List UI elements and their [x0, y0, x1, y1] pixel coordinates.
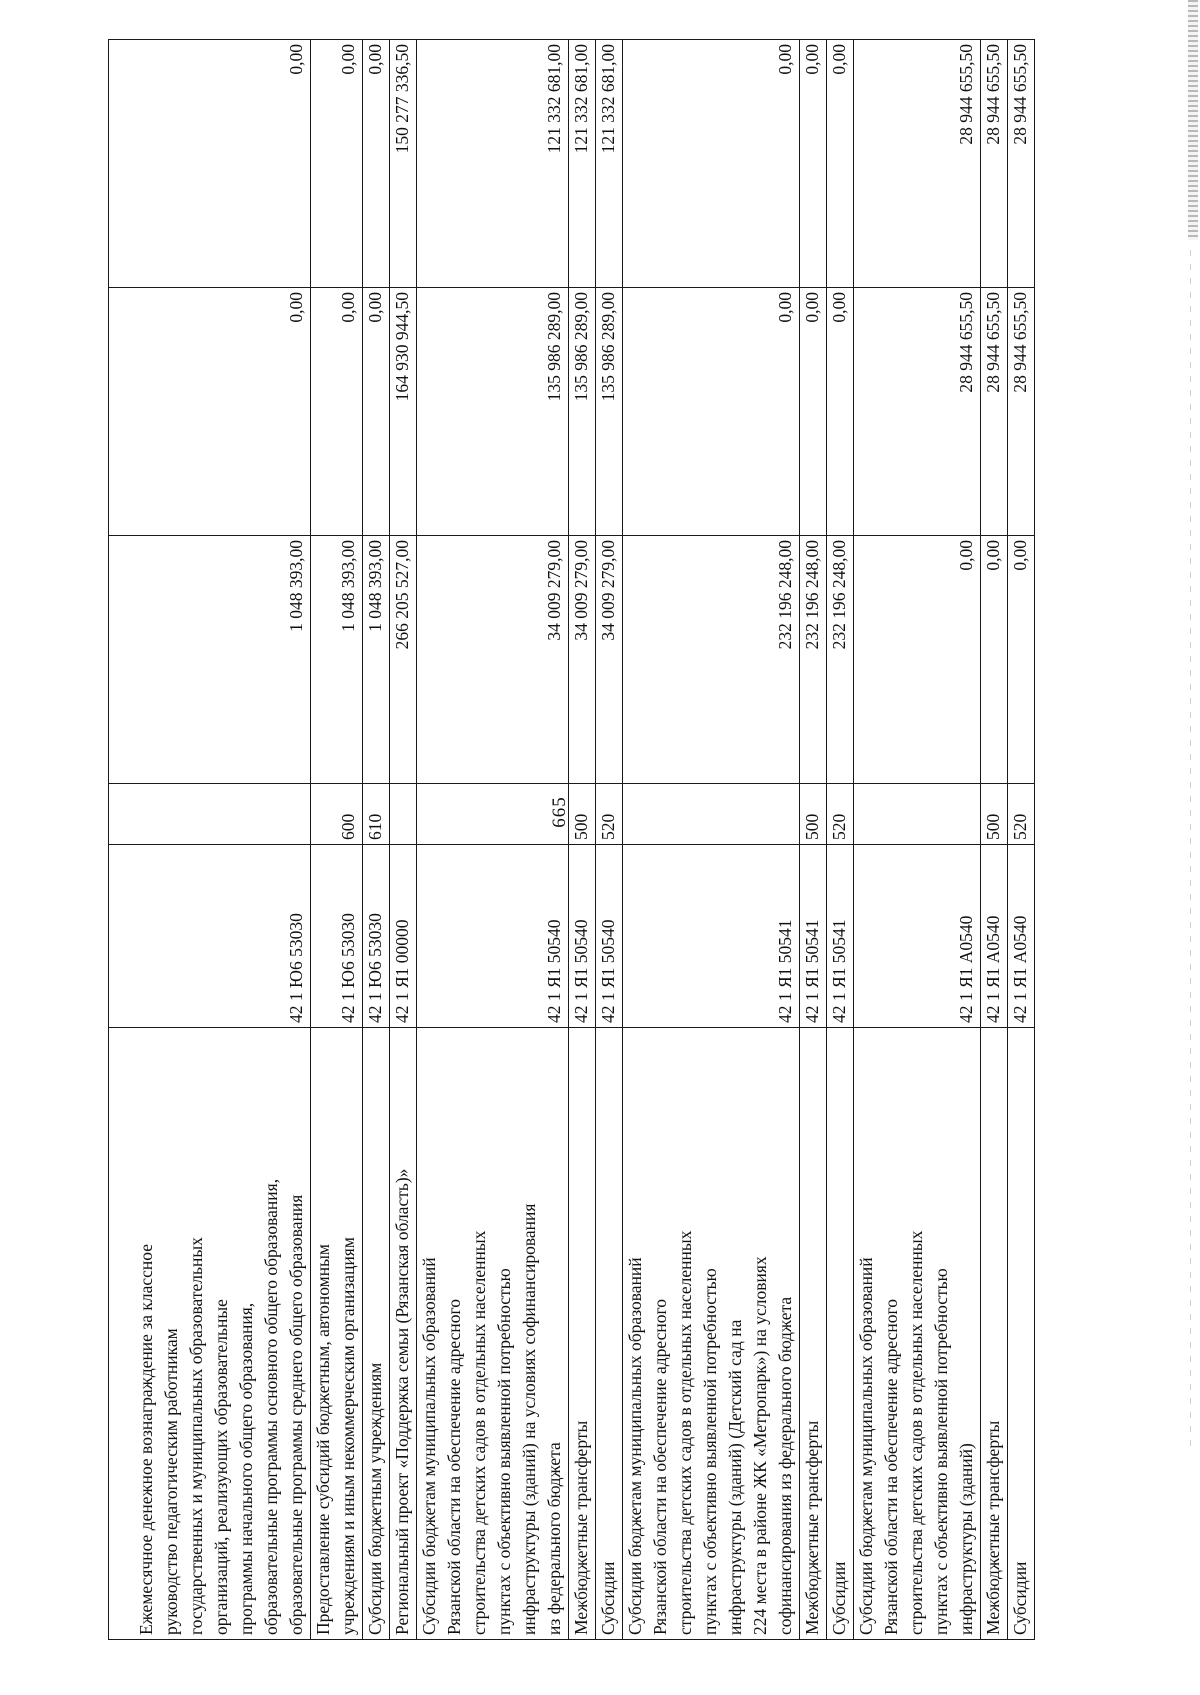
amount-year-3: 0,00 — [109, 40, 311, 288]
amount-year-3: 121 332 681,00 — [569, 40, 596, 288]
amount-year-1: 266 205 527,00 — [390, 536, 417, 784]
target-article-code: 42 1 Ю6 53030 — [109, 845, 311, 1028]
expense-type-code — [854, 784, 981, 845]
rotated-table-container — [108, 40, 1178, 1640]
amount-year-3: 150 277 336,50 — [390, 40, 417, 288]
amount-year-1: 0,00 — [1008, 536, 1035, 784]
amount-year-3: 28 944 655,50 — [854, 40, 981, 288]
target-article-code: 42 1 Ю6 53030 — [311, 845, 363, 1028]
amount-year-1: 1 048 393,00 — [363, 536, 390, 784]
amount-year-1: 34 009 279,00 — [417, 536, 569, 784]
table-row — [827, 40, 854, 1640]
table-row — [363, 40, 390, 1640]
table-row — [1008, 40, 1035, 1640]
target-article-code: 42 1 Я1 50541 — [827, 845, 854, 1028]
table-row — [596, 40, 623, 1640]
page-number: 665 — [549, 796, 570, 828]
target-article-code: 42 1 Я1 50540 — [596, 845, 623, 1028]
target-article-code: 42 1 Я1 А0540 — [981, 845, 1008, 1028]
scan-edge-artifact — [1188, 0, 1198, 240]
row-name: Межбюджетные трансферты — [800, 1028, 827, 1640]
amount-year-2: 0,00 — [363, 288, 390, 536]
table-row — [417, 40, 569, 1640]
row-name: Субсидии бюджетам муниципальных образований Рязанской области на обеспечение адресного строительства детских садов в отдельных населенных пунктах с объективно выявленной потребностью инфраструктуры (зданий) — [854, 1028, 981, 1640]
amount-year-2: 0,00 — [827, 288, 854, 536]
amount-year-2: 135 986 289,00 — [417, 288, 569, 536]
amount-year-3: 28 944 655,50 — [981, 40, 1008, 288]
amount-year-1: 0,00 — [854, 536, 981, 784]
table-row — [981, 40, 1008, 1640]
expense-type-code: 520 — [1008, 784, 1035, 845]
table-row — [623, 40, 800, 1640]
target-article-code: 42 1 Ю6 53030 — [363, 845, 390, 1028]
amount-year-3: 121 332 681,00 — [596, 40, 623, 288]
amount-year-1: 1 048 393,00 — [311, 536, 363, 784]
amount-year-1: 34 009 279,00 — [596, 536, 623, 784]
amount-year-1: 232 196 248,00 — [623, 536, 800, 784]
amount-year-1: 34 009 279,00 — [569, 536, 596, 784]
amount-year-1: 232 196 248,00 — [827, 536, 854, 784]
amount-year-3: 121 332 681,00 — [417, 40, 569, 288]
expense-type-code: 610 — [363, 784, 390, 845]
row-name: Субсидии бюджетам муниципальных образований Рязанской области на обеспечение адресного строительства детских садов в отдельных населенных пунктах с объективно выявленной потребностью инфраструктуры (зданий) (Детский сад на 224 места в районе ЖК «Метропарк») на условиях софинансирования из федерального бюджета — [623, 1028, 800, 1640]
target-article-code: 42 1 Я1 00000 — [390, 845, 417, 1028]
target-article-code: 42 1 Я1 А0540 — [1008, 845, 1035, 1028]
row-name: Субсидии — [596, 1028, 623, 1640]
row-name: Межбюджетные трансферты — [569, 1028, 596, 1640]
amount-year-2: 28 944 655,50 — [1008, 288, 1035, 536]
amount-year-1: 232 196 248,00 — [800, 536, 827, 784]
row-name: Субсидии бюджетным учреждениям — [363, 1028, 390, 1640]
expense-type-code: 520 — [596, 784, 623, 845]
expense-type-code: 600 — [311, 784, 363, 845]
amount-year-3: 0,00 — [623, 40, 800, 288]
row-name: Субсидии бюджетам муниципальных образований Рязанской области на обеспечение адресного строительства детских садов в отдельных населенных пунктах с объективно выявленной потребностью инфраструктуры (зданий) на условиях софинансирования из федерального бюджета — [417, 1028, 569, 1640]
row-name: Предоставление субсидий бюджетным, автономным учреждениям и иным некоммерческим организациям — [311, 1028, 363, 1640]
target-article-code: 42 1 Я1 50541 — [623, 845, 800, 1028]
amount-year-3: 0,00 — [800, 40, 827, 288]
amount-year-1: 0,00 — [981, 536, 1008, 784]
row-name: Региональный проект «Поддержка семьи (Рязанская область)» — [390, 1028, 417, 1640]
target-article-code: 42 1 Я1 50540 — [417, 845, 569, 1028]
row-name: Ежемесячное денежное вознаграждение за классное руководство педагогическим работникам государственных и муниципальных образовательных организаций, реализующих образовательные программы начального общего образования, образовательные программы основного общего образования, образовательные программы среднего общего образования — [109, 1028, 311, 1640]
table-row — [854, 40, 981, 1640]
amount-year-2: 0,00 — [623, 288, 800, 536]
expense-type-code: 500 — [569, 784, 596, 845]
row-name: Субсидии — [827, 1028, 854, 1640]
row-name: Межбюджетные трансферты — [981, 1028, 1008, 1640]
expense-type-code: 520 — [827, 784, 854, 845]
amount-year-3: 0,00 — [311, 40, 363, 288]
amount-year-2: 0,00 — [311, 288, 363, 536]
amount-year-2: 0,00 — [109, 288, 311, 536]
amount-year-3: 0,00 — [827, 40, 854, 288]
table-row — [800, 40, 827, 1640]
amount-year-3: 28 944 655,50 — [1008, 40, 1035, 288]
table-row — [569, 40, 596, 1640]
amount-year-2: 28 944 655,50 — [981, 288, 1008, 536]
scan-line-artifact — [1190, 250, 1191, 1450]
amount-year-2: 164 930 944,50 — [390, 288, 417, 536]
amount-year-2: 135 986 289,00 — [596, 288, 623, 536]
target-article-code: 42 1 Я1 А0540 — [854, 845, 981, 1028]
amount-year-1: 1 048 393,00 — [109, 536, 311, 784]
expense-type-code: 500 — [800, 784, 827, 845]
amount-year-2: 135 986 289,00 — [569, 288, 596, 536]
expense-type-code — [390, 784, 417, 845]
expense-type-code — [417, 784, 569, 845]
target-article-code: 42 1 Я1 50541 — [800, 845, 827, 1028]
expense-type-code — [623, 784, 800, 845]
table-row — [311, 40, 363, 1640]
table-row — [390, 40, 417, 1640]
row-name: Субсидии — [1008, 1028, 1035, 1640]
expense-type-code: 500 — [981, 784, 1008, 845]
table-row — [109, 40, 311, 1640]
budget-table — [108, 39, 1035, 1640]
amount-year-2: 28 944 655,50 — [854, 288, 981, 536]
amount-year-3: 0,00 — [363, 40, 390, 288]
target-article-code: 42 1 Я1 50540 — [569, 845, 596, 1028]
amount-year-2: 0,00 — [800, 288, 827, 536]
expense-type-code — [109, 784, 311, 845]
